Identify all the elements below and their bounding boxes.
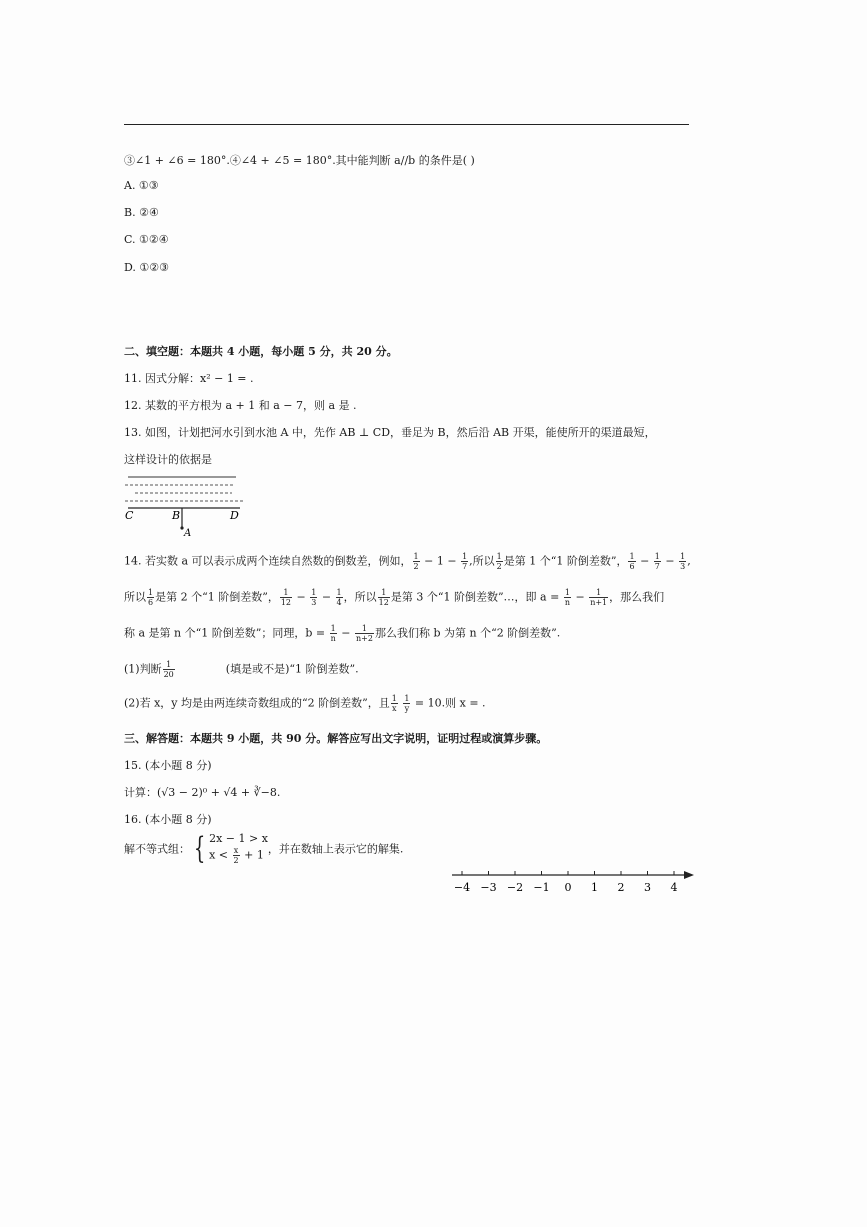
fraction: $\frac{1}{2}$ [413, 552, 419, 571]
fraction: $\frac{1}{n}$ [330, 624, 336, 643]
q10-option-c: C. ①②④ [124, 233, 169, 246]
q14-text: (2)若 x，y 均是由两连续奇数组成的“2 阶倒差数”，且 [124, 696, 390, 710]
fraction: $\frac{1}{6}$ [148, 588, 154, 607]
fraction: $\frac{1}{12}$ [280, 588, 292, 607]
q15-body: 计算：(√3 − 2)⁰ + √4 + ∛−8. [124, 786, 281, 799]
fraction: $\frac{1}{x}$ [391, 694, 397, 713]
fraction: $\frac{1}{20}$ [163, 660, 174, 679]
fraction: $\frac{1}{y}$ [404, 694, 410, 713]
point-d-label: D [230, 509, 239, 522]
q13-line1: 13. 如图，计划把河水引到水池 A 中，先作 AB ⊥ CD，垂足为 B，然后沿 AB 开渠，能使所开的渠道最短， [124, 426, 656, 439]
fraction: $\frac{1}{6}$ [629, 552, 635, 571]
number-line [450, 866, 700, 898]
q14-part2 [124, 694, 486, 713]
fraction: $\frac{1}{n+1}$ [590, 588, 608, 607]
number-line-label: 4 [670, 881, 678, 894]
inequality-2: x < $\frac{x}{2}$ + 1 [209, 846, 264, 865]
section3-header: 三、解答题：本题共 9 小题，共 90 分。解答应写出文字说明，证明过程或演算步骤。 [124, 732, 548, 745]
q14-text: 是第 3 个“1 阶倒差数”…，即 a = [390, 590, 563, 604]
q14-text: (填是或不是)“1 阶倒差数”. [225, 662, 359, 676]
fraction: $\frac{1}{n+2}$ [356, 624, 373, 643]
q10-stem: ③∠1 + ∠6 = 180°.④∠4 + ∠5 = 180°.其中能判断 a//b 的条件是( ) [124, 154, 475, 167]
q14-text: − [661, 554, 679, 568]
q14-text: ,所以 [469, 554, 495, 568]
number-line-label: 0 [564, 881, 572, 894]
q12: 12. 某数的平方根为 a + 1 和 a − 7，则 a 是 . [124, 399, 357, 412]
header-rule [124, 124, 689, 125]
number-line-label: −1 [533, 881, 550, 894]
number-line-label: −2 [506, 881, 524, 894]
q14-line1 [124, 552, 691, 571]
q14-text: (1)判断 [124, 662, 162, 676]
q14-text: − [293, 590, 310, 604]
q10-option-a: A. ①③ [124, 179, 159, 192]
fraction: $\frac{1}{12}$ [378, 588, 389, 607]
q14-text: − 1 − [420, 554, 461, 568]
system-brace: { [193, 830, 206, 866]
point-a-label: A [184, 528, 192, 539]
q16-title: 16. (本小题 8 分) [124, 813, 212, 826]
fraction: $\frac{1}{2}$ [496, 552, 502, 571]
point-b-label: B [172, 509, 181, 522]
inequality-1: 2x − 1 > x [209, 832, 268, 845]
q16-body [124, 832, 403, 865]
q14-text: 是第 2 个“1 阶倒差数”， [155, 590, 279, 604]
q14-text: − [337, 626, 354, 640]
fraction: $\frac{1}{4}$ [336, 588, 342, 607]
number-line-label: −4 [453, 881, 471, 894]
q14-text: − [571, 590, 589, 604]
fraction: $\frac{1}{7}$ [654, 552, 660, 571]
number-line-label: 1 [591, 881, 598, 894]
q14-text: , [687, 554, 691, 568]
q13-figure [120, 470, 255, 540]
section2-header: 二、填空题：本题共 4 小题，每小题 5 分，共 20 分。 [124, 345, 398, 358]
number-line-label: 3 [644, 881, 651, 894]
q14-text: − [636, 554, 653, 568]
q14-text: 14. 若实数 a 可以表示成两个连续自然数的倒数差，例如， [124, 554, 412, 568]
fraction: $\frac{1}{3}$ [311, 588, 317, 607]
q16-suffix: ，并在数轴上表示它的解集. [267, 842, 404, 856]
q10-option-b: B. ②④ [124, 206, 159, 219]
q14-text: ，那么我们 [609, 590, 665, 604]
q10-option-d: D. ①②③ [124, 261, 170, 274]
q14-text: − [318, 590, 335, 604]
fraction: $\frac{1}{3}$ [680, 552, 686, 571]
q14-text: = 10.则 x = . [411, 696, 486, 710]
q14-text: 称 a 是第 n 个“1 阶倒差数”；同理，b = [124, 626, 329, 640]
q11: 11. 因式分解：x² − 1 = . [124, 372, 254, 385]
fraction: $\frac{1}{n}$ [564, 588, 570, 607]
q14-text: 是第 1 个“1 阶倒差数”， [503, 554, 628, 568]
number-line-label: 2 [617, 881, 625, 894]
fraction: $\frac{1}{7}$ [462, 552, 468, 571]
q13-line2: 这样设计的依据是 [124, 453, 212, 466]
inequality-system [209, 832, 268, 865]
q14-line3 [124, 624, 560, 643]
q14-part1 [124, 660, 359, 679]
point-c-label: C [125, 509, 134, 522]
q14-text: 所以 [124, 590, 146, 604]
q15-title: 15. (本小题 8 分) [124, 759, 212, 772]
q14-line2 [124, 588, 664, 607]
q14-text: 那么我们称 b 为第 n 个“2 阶倒差数”. [374, 626, 561, 640]
number-line-label: −3 [480, 881, 497, 894]
q14-text: ，所以 [343, 590, 377, 604]
q14-text [399, 697, 403, 710]
q16-prefix: 解不等式组： [124, 842, 190, 856]
